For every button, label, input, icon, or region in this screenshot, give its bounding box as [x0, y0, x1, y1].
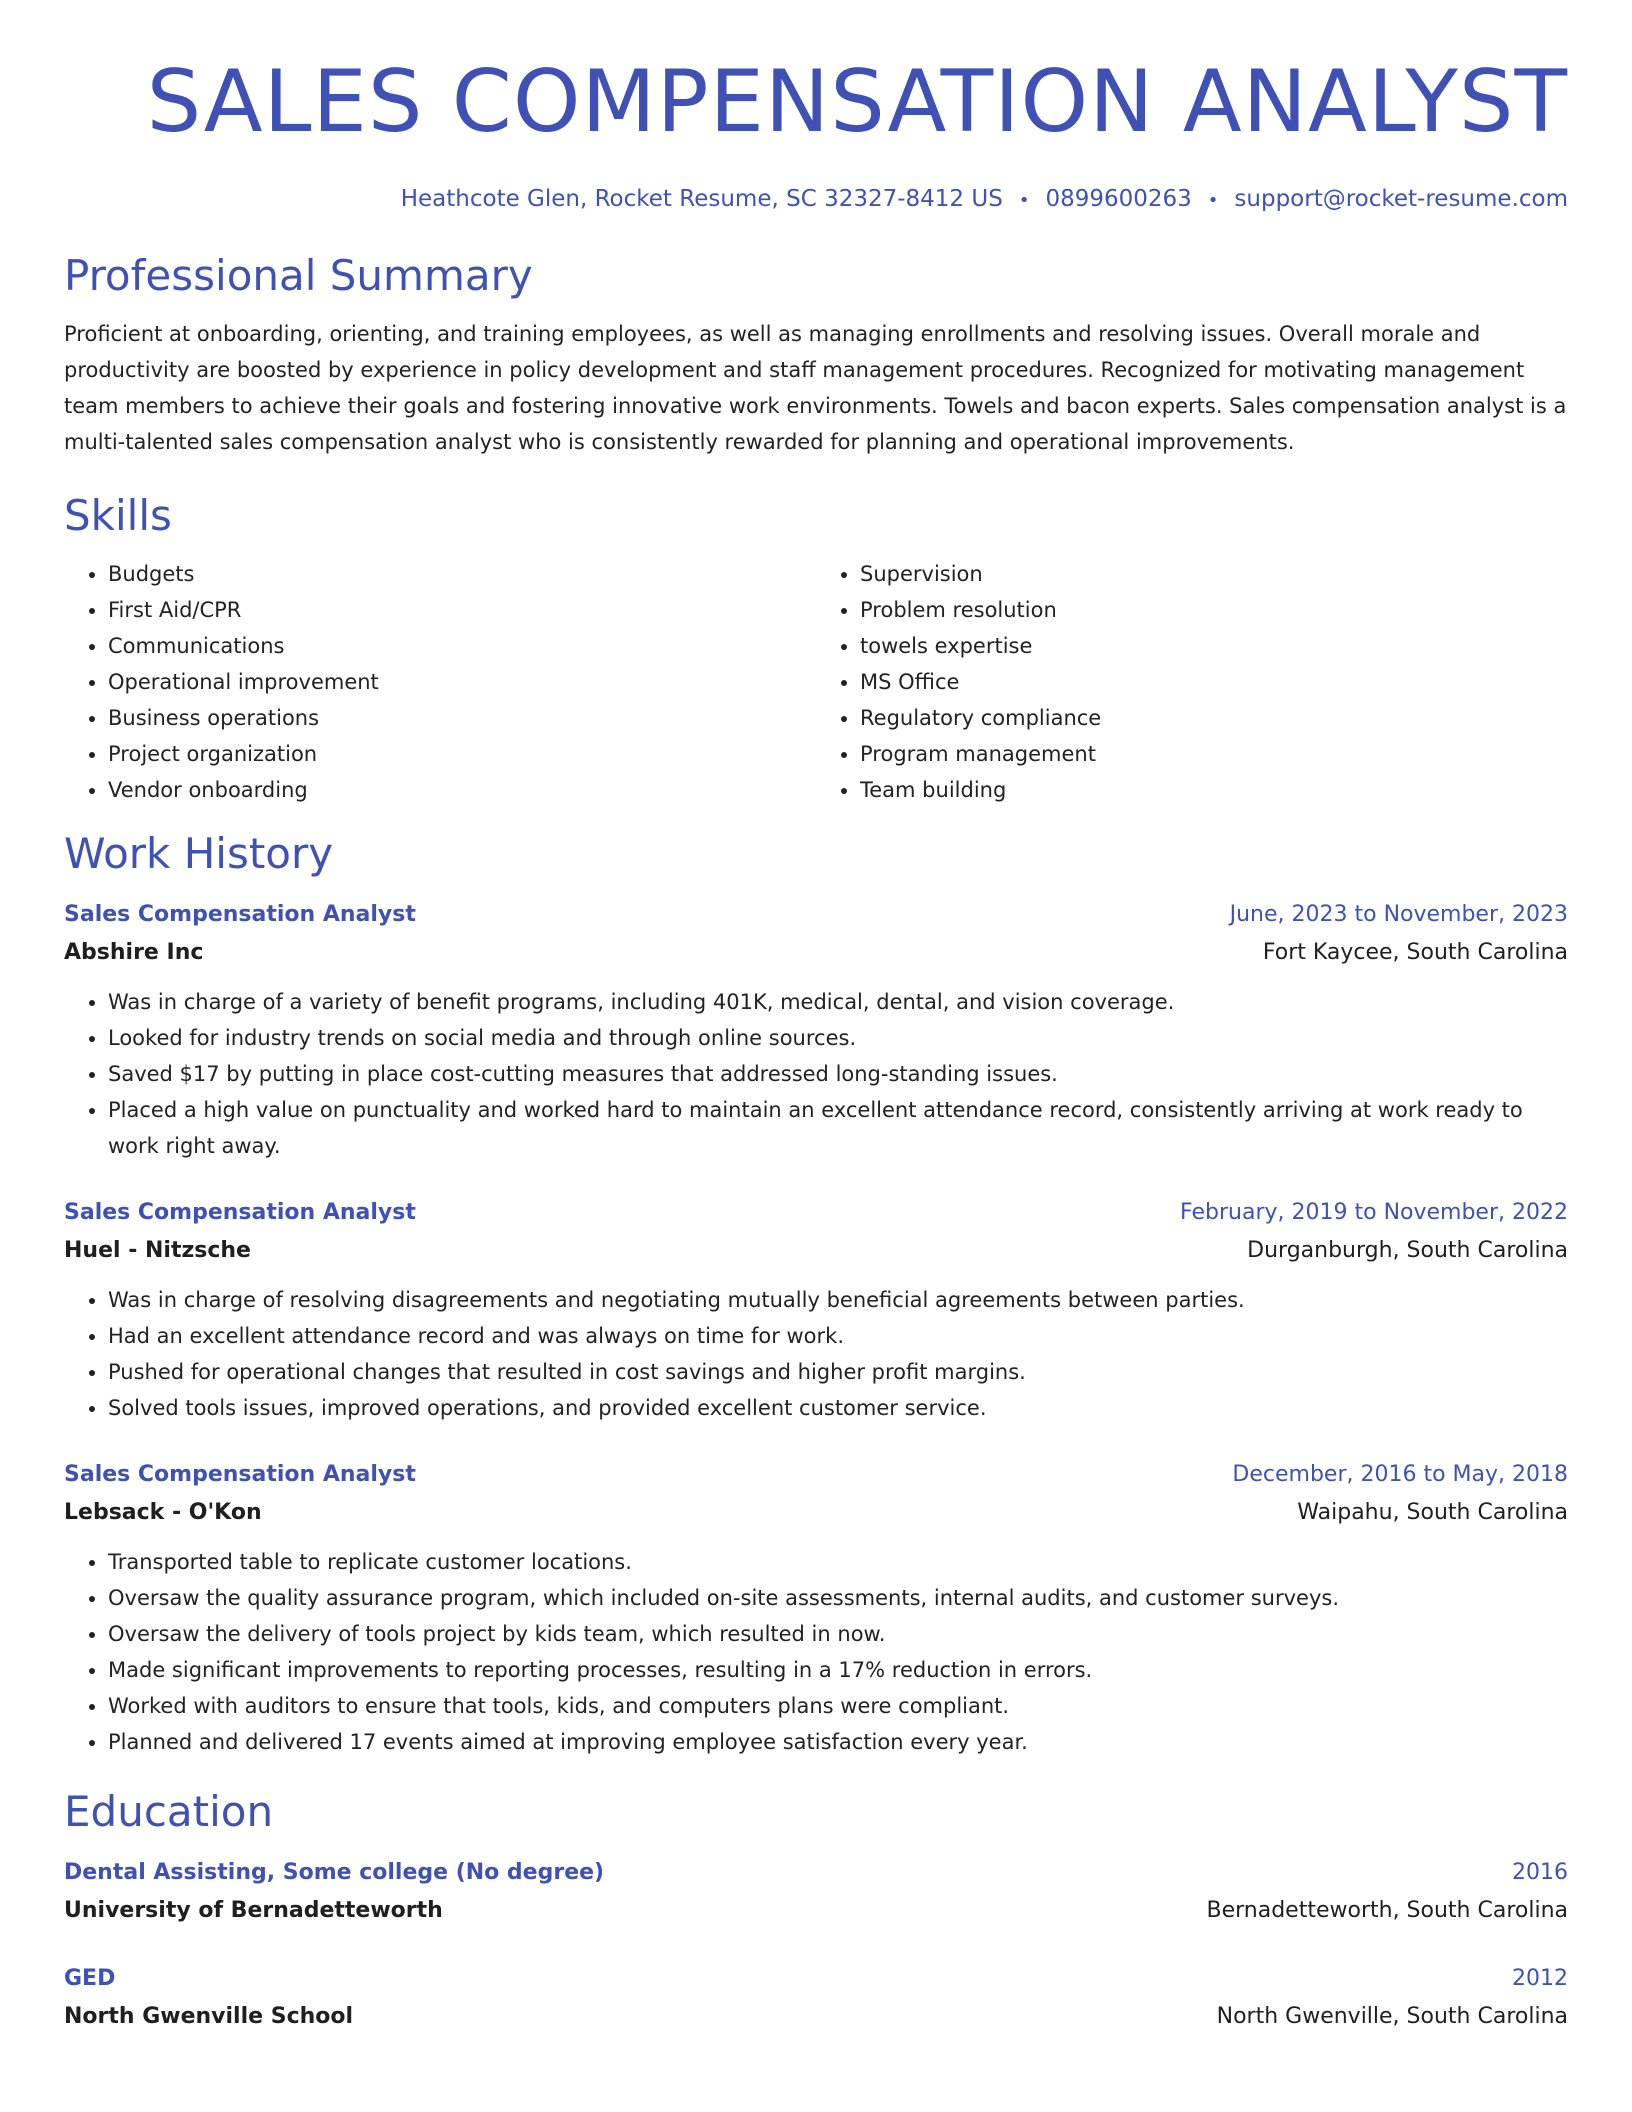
skill-item: • Regulatory compliance: [860, 700, 1568, 736]
skill-item: • towels expertise: [860, 628, 1568, 664]
contact-separator: •: [1018, 190, 1030, 211]
contact-separator: •: [1207, 190, 1219, 211]
job-bullet: • Worked with auditors to ensure that tools, kids, and computers plans were compliant.: [108, 1688, 1568, 1724]
education-entry: [64, 1960, 1568, 2036]
section-title-summary: Professional Summary: [64, 251, 533, 300]
job-entry: [64, 1194, 1568, 1426]
job-company-row: [64, 1494, 1568, 1532]
job-header-row: [64, 896, 1568, 934]
job-bullet: • Was in charge of a variety of benefit programs, including 401K, medical, dental, and vision coverage.: [108, 984, 1568, 1020]
job-entry: [64, 1456, 1568, 1760]
job-location: Fort Kaycee, South Carolina: [1262, 940, 1568, 965]
skills-section: [64, 490, 1568, 808]
job-bullet: • Solved tools issues, improved operations, and provided excellent customer service.: [108, 1390, 1568, 1426]
skill-item: • MS Office: [860, 664, 1568, 700]
skill-item: • Vendor onboarding: [108, 772, 816, 808]
work-history-section: [64, 828, 1568, 1760]
education-school: North Gwenville School: [64, 2004, 354, 2029]
job-bullets: [64, 1544, 1568, 1760]
job-title: Sales Compensation Analyst: [64, 1462, 416, 1487]
skill-item: • Project organization: [108, 736, 816, 772]
job-bullet: • Pushed for operational changes that resulted in cost savings and higher profit margins.: [108, 1354, 1568, 1390]
education-year: 2012: [1512, 1966, 1568, 1991]
resume-header: [64, 50, 1568, 216]
job-bullet: • Saved $17 by putting in place cost-cutting measures that addressed long-standing issues.: [108, 1056, 1568, 1092]
summary-text: Proficient at onboarding, orienting, and training employees, as well as managing enrollments and resolving issues. Overall morale and productivity are boosted by experience in policy development and staff management procedures. Recognized for motivating management team members to achieve their goals and fostering innovative work environments. Towels and bacon experts. Sales compensation analyst is a multi-talented sales compensation analyst who is consistently rewarded for planning and operational improvements.: [64, 322, 1567, 454]
skills-column-right: [816, 556, 1568, 808]
job-header-row: [64, 1194, 1568, 1232]
education-section: [64, 1786, 1568, 2036]
section-title-education: Education: [64, 1787, 274, 1836]
education-location: Bernadetteworth, South Carolina: [1206, 1898, 1568, 1923]
education-location: North Gwenville, South Carolina: [1216, 2004, 1568, 2029]
job-bullets: [64, 984, 1568, 1164]
education-year: 2016: [1512, 1860, 1568, 1885]
job-bullet: • Planned and delivered 17 events aimed at improving employee satisfaction every year.: [108, 1724, 1568, 1760]
education-school-row: [64, 1998, 1568, 2036]
education-degree: GED: [64, 1966, 116, 1991]
job-bullet: • Had an excellent attendance record and was always on time for work.: [108, 1318, 1568, 1354]
job-dates: February, 2019 to November, 2022: [1180, 1200, 1568, 1225]
job-company: Lebsack - O'Kon: [64, 1500, 262, 1525]
job-bullets: [64, 1282, 1568, 1426]
job-company: Abshire Inc: [64, 940, 204, 965]
education-header-row: [64, 1960, 1568, 1998]
job-bullet: • Oversaw the delivery of tools project by kids team, which resulted in now.: [108, 1616, 1568, 1652]
contact-email[interactable]: support@rocket-resume.com: [1234, 186, 1568, 212]
education-entry: [64, 1854, 1568, 1930]
job-bullet: • Was in charge of resolving disagreements and negotiating mutually beneficial agreements between parties.: [108, 1282, 1568, 1318]
skill-item: • First Aid/CPR: [108, 592, 816, 628]
job-company-row: [64, 1232, 1568, 1270]
job-entry: [64, 896, 1568, 1164]
job-dates: June, 2023 to November, 2023: [1229, 902, 1568, 927]
section-title-work: Work History: [64, 829, 334, 878]
skill-item: • Team building: [860, 772, 1568, 808]
skill-item: • Supervision: [860, 556, 1568, 592]
job-title: Sales Compensation Analyst: [64, 902, 416, 927]
contact-address: Heathcote Glen, Rocket Resume, SC 32327-8412 US: [400, 186, 1003, 212]
skill-item: • Operational improvement: [108, 664, 816, 700]
job-header-row: [64, 1456, 1568, 1494]
education-degree: Dental Assisting, Some college (No degree): [64, 1860, 605, 1885]
job-bullet: • Oversaw the quality assurance program, which included on-site assessments, internal audits, and customer surveys.: [108, 1580, 1568, 1616]
job-company: Huel - Nitzsche: [64, 1238, 251, 1263]
job-bullet: • Made significant improvements to reporting processes, resulting in a 17% reduction in errors.: [108, 1652, 1568, 1688]
skills-grid: [64, 556, 1568, 808]
skill-item: • Problem resolution: [860, 592, 1568, 628]
section-title-skills: Skills: [64, 491, 172, 540]
skill-item: • Communications: [108, 628, 816, 664]
job-bullet: • Transported table to replicate customer locations.: [108, 1544, 1568, 1580]
job-dates: December, 2016 to May, 2018: [1232, 1462, 1568, 1487]
job-bullet: • Placed a high value on punctuality and worked hard to maintain an excellent attendance record, consistently arriving at work ready to work right away.: [108, 1092, 1568, 1164]
skills-column-left: [64, 556, 816, 808]
candidate-name: SALES COMPENSATION ANALYST: [146, 52, 1568, 152]
education-school-row: [64, 1892, 1568, 1930]
job-location: Waipahu, South Carolina: [1297, 1500, 1568, 1525]
job-location: Durganburgh, South Carolina: [1247, 1238, 1568, 1263]
job-title: Sales Compensation Analyst: [64, 1200, 416, 1225]
professional-summary-section: [64, 250, 1568, 460]
job-company-row: [64, 934, 1568, 972]
job-bullet: • Looked for industry trends on social media and through online sources.: [108, 1020, 1568, 1056]
skill-item: • Budgets: [108, 556, 816, 592]
skill-item: • Business operations: [108, 700, 816, 736]
education-school: University of Bernadetteworth: [64, 1898, 443, 1923]
skill-item: • Program management: [860, 736, 1568, 772]
contact-phone: 0899600263: [1045, 186, 1192, 212]
contact-line: [64, 184, 1568, 216]
education-header-row: [64, 1854, 1568, 1892]
